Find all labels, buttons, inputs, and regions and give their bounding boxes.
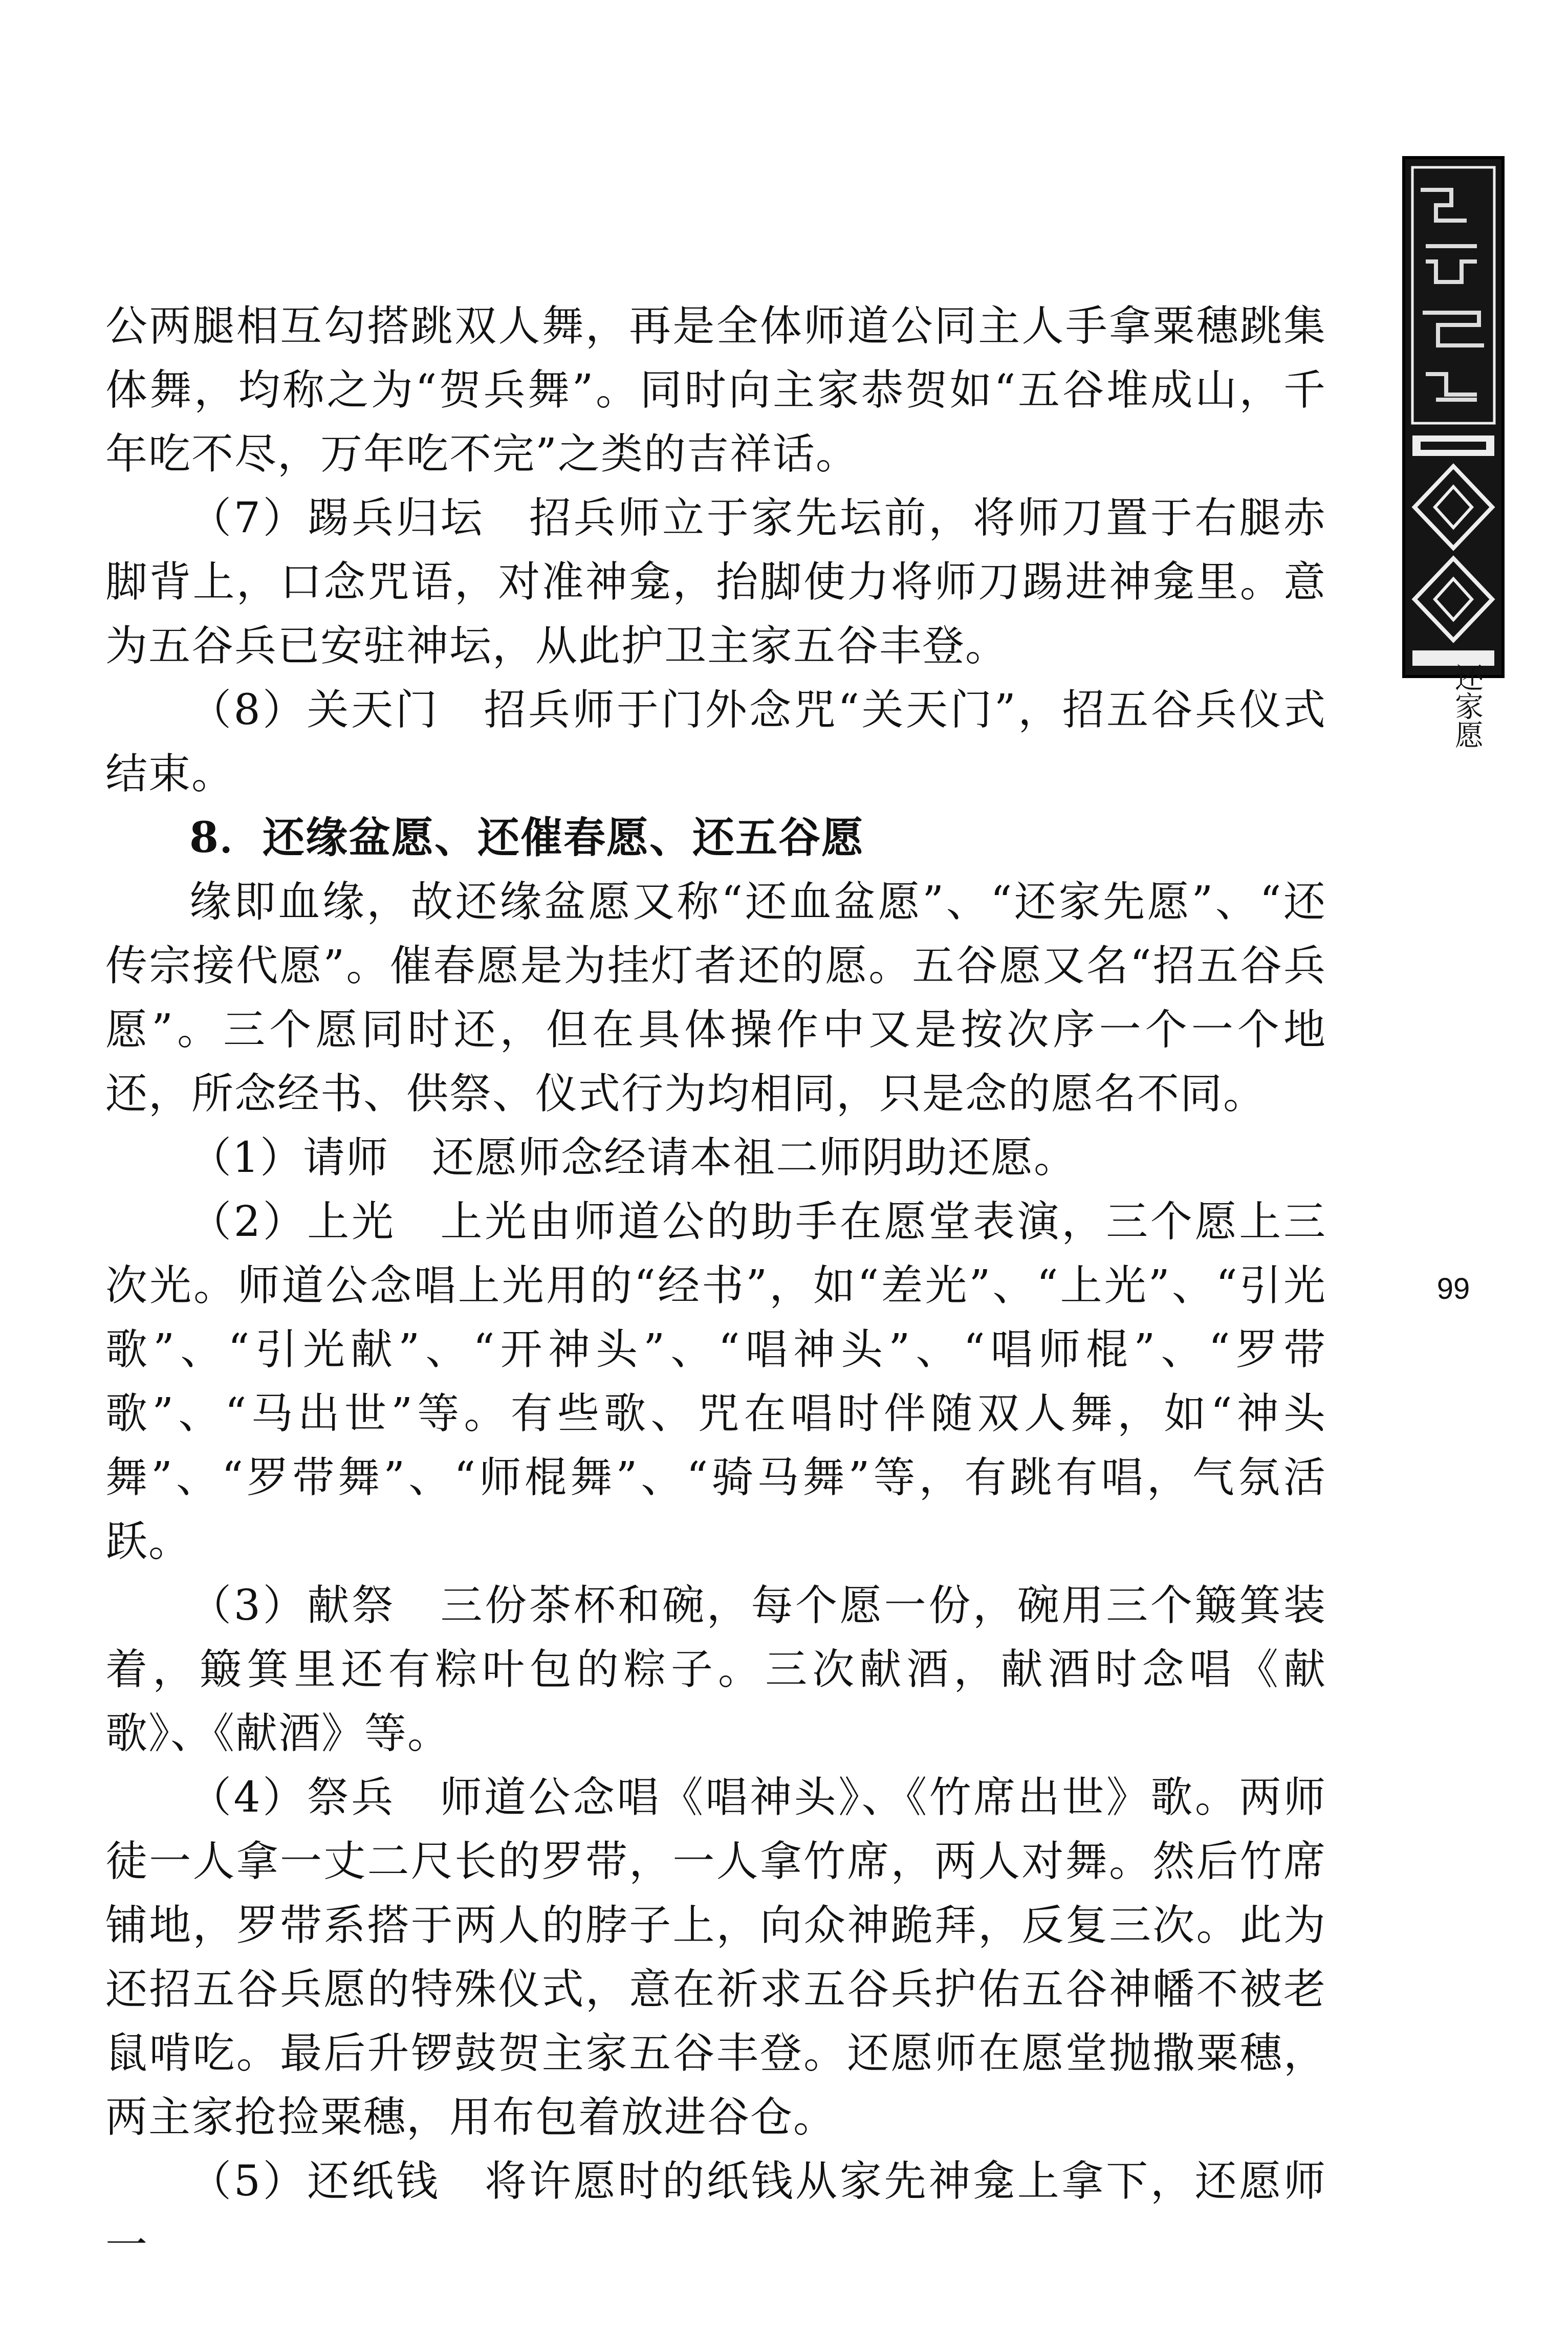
paragraph: （4）祭兵 师道公念唱《唱神头》、《竹席出世》歌。两师徒一人拿一丈二尺长的罗带，一人拿竹席，两人对舞。然后竹席铺地，罗带系搭于两人的脖子上，向众神跪拜，反复三次。此为还招五谷兵愿的特殊仪式，意在祈求五谷兵护佑五谷神幡不被老鼠啃吃。最后升锣鼓贺主家五谷丰登。还愿师在愿堂抛撒粟穗，两主家抢捡粟穗，用布包着放进谷仓。 [105, 1773, 1326, 2142]
paragraph: （5）还纸钱 将许愿时的纸钱从家先神龛上拿下，还愿师一 [105, 2157, 1326, 2270]
paragraph: 缘即血缘，故还缘盆愿又称“还血盆愿”、“还家先愿”、“还传宗接代愿”。催春愿是为挂灯者还的愿。五谷愿又名“招五谷兵愿”。三个愿同时还，但在具体操作中又是按次序一个一个地还，所念经书、供祭、仪式行为均相同，只是念的愿名不同。 [105, 878, 1326, 1118]
section-heading: 8．还缘盆愿、还催春愿、还五谷愿 [189, 813, 865, 862]
page-number: 99 [1436, 1272, 1470, 1305]
paragraph: 公两腿相互勾搭跳双人舞，再是全体师道公同主人手拿粟穗跳集体舞，均称之为“贺兵舞”。同时向主家恭贺如“五谷堆成山，千年吃不尽，万年吃不完”之类的吉祥话。 [105, 302, 1326, 478]
paragraph: （7）踢兵归坛 招兵师立于家先坛前，将师刀置于右腿赤脚背上，口念咒语，对准神龛，抬脚使力将师刀踢进神龛里。意为五谷兵已安驻神坛，从此护卫主家五谷丰登。 [105, 494, 1326, 670]
paragraph: （8）关天门 招兵师于门外念咒“关天门”，招五谷兵仪式结束。 [105, 686, 1326, 798]
paragraph: （1）请师 还愿师念经请本祖二师阴助还愿。 [189, 1134, 1077, 1182]
paragraph: （3）献祭 三份茶杯和碗，每个愿一份，碗用三个簸箕装着，簸箕里还有粽叶包的粽子。三次献酒，献酒时念唱《献歌》、《献酒》等。 [105, 1581, 1326, 1758]
body-text [105, 294, 1326, 2277]
side-chapter-title: 还家愿 [1450, 663, 1484, 749]
ornament-pattern-icon [1402, 156, 1505, 678]
paragraph: （2）上光 上光由师道公的助手在愿堂表演，三个愿上三次光。师道公念唱上光用的“经书”，如“差光”、“上光”、“引光歌”、“引光献”、“开神头”、“唱神头”、“唱师棍”、“罗带歌”、“马出世”等。有些歌、咒在唱时伴随双人舞，如“神头舞”、“罗带舞”、“师棍舞”、“骑马舞”等，有跳有唱，气氛活跃。 [105, 1197, 1326, 1566]
